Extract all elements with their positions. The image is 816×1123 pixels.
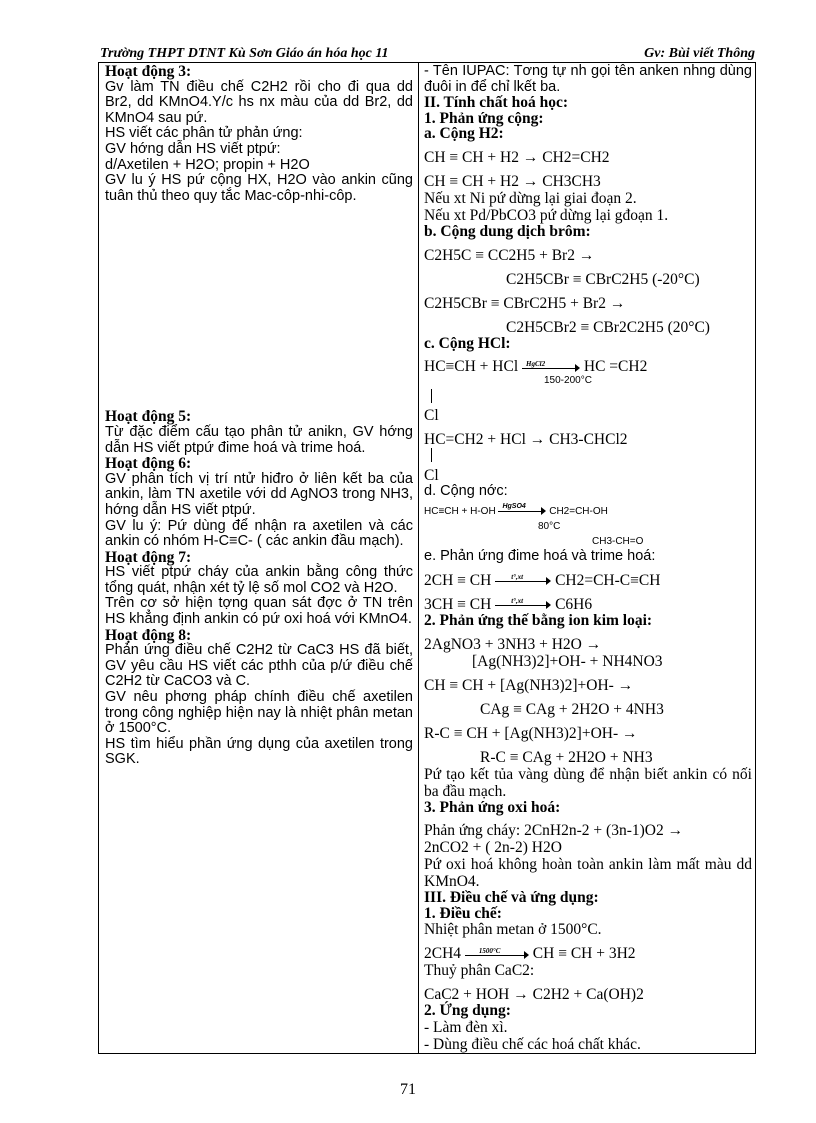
equation: CAg ≡ CAg + 2H2O + 4NH3 bbox=[480, 700, 664, 718]
subsection-heading: 1. Điều chế: bbox=[424, 904, 502, 922]
activity-3-text: d/Axetilen + H2O; propin + H2O bbox=[105, 156, 310, 173]
use-item: - Làm đèn xì. bbox=[424, 1018, 508, 1036]
page-header bbox=[100, 46, 755, 62]
activity-8-title: Hoạt động 8: bbox=[105, 626, 192, 644]
activity-8-text: Phản ứng điều chế C2H2 từ CaC3 HS đã biết, GV yêu cầu HS viết các pthh của p/ứ điều chế C2H2 từ CaCO3 và C. bbox=[105, 642, 413, 690]
equation-reactants: 3CH ≡ CH bbox=[424, 595, 492, 613]
equation: [Ag(NH3)2]+OH- + NH4NO3 bbox=[472, 652, 663, 670]
activity-7-title: Hoạt động 7: bbox=[105, 548, 192, 566]
subsection-heading: 3. Phản ứng oxi hoá: bbox=[424, 798, 561, 816]
equation: C2H5C ≡ CC2H5 + Br2 → bbox=[424, 246, 595, 264]
activity-6-text: GV lu ý: Pứ dùng để nhận ra axetilen và các ankin có nhóm H-C≡C- ( các ankin đầu mạch). bbox=[105, 517, 413, 550]
bond-line bbox=[424, 389, 752, 408]
equation-reactants: HC≡CH + H-OH bbox=[424, 505, 496, 517]
activity-3-text: HS viết các phân tử phản ứng: bbox=[105, 125, 303, 142]
temperature-label: 150-200°C bbox=[544, 375, 592, 387]
substituent: Cl bbox=[424, 466, 439, 484]
subsection-heading: b. Cộng dung dịch brôm: bbox=[424, 222, 591, 240]
reaction-arrow bbox=[498, 502, 546, 516]
equation: CaC2 + HOH → C2H2 + Ca(OH)2 bbox=[424, 986, 644, 1004]
equation-reactants: 2CH ≡ CH bbox=[424, 571, 492, 589]
reaction-arrow bbox=[495, 573, 551, 586]
equation: C2H5CBr ≡ CBrC2H5 + Br2 → bbox=[424, 294, 626, 312]
left-column bbox=[105, 64, 413, 768]
note: Nếu xt Pd/PbCO3 pứ dừng lại gđoạn 1. bbox=[424, 206, 669, 224]
equation: HC=CH2 + HCl → CH3-CHCl2 bbox=[424, 431, 628, 449]
prep-text: Nhiệt phân metan ở 1500°C. bbox=[424, 921, 602, 939]
blank-space bbox=[105, 204, 413, 409]
equation: R-C ≡ CAg + 2H2O + NH3 bbox=[480, 748, 653, 766]
activity-3-title: Hoạt động 3: bbox=[105, 63, 192, 80]
equation-reactants: 2CH4 bbox=[424, 945, 462, 963]
subsection-heading: e. Phản ứng đime hoá và trime hoá: bbox=[424, 548, 656, 565]
subsection-heading: d. Cộng nớc: bbox=[424, 482, 508, 499]
reaction-arrow bbox=[495, 597, 551, 610]
activity-3-text: GV hớng dẫn HS viết ptpứ: bbox=[105, 140, 281, 157]
equation bbox=[424, 572, 752, 589]
subsection-heading: 2. Phản ứng thế bằng ion kim loại: bbox=[424, 611, 653, 629]
equation-product: CH ≡ CH + 3H2 bbox=[532, 945, 636, 963]
equation-product: CH2=CH-OH bbox=[549, 505, 608, 517]
bond-line bbox=[431, 448, 432, 462]
equation-reactants: HC≡CH + HCl bbox=[424, 358, 519, 376]
page-number: 71 bbox=[400, 1081, 416, 1098]
activity-3-text: Gv làm TN điều chế C2H2 rồi cho đi qua dd Br2, dd KMnO4.Y/c hs nx màu của dd Br2, dd KMnO4 sau pứ. bbox=[105, 78, 413, 126]
equation: R-C ≡ CH + [Ag(NH3)2]+OH- → bbox=[424, 724, 638, 742]
equation: C2H5CBr2 ≡ CBr2C2H5 (20°C) bbox=[506, 318, 710, 336]
activity-5-text: Từ đặc điểm cấu tạo phân tử anikn, GV hớng dẫn HS viết ptpứ đime hoá và trime hoá. bbox=[105, 423, 413, 456]
activity-6-title: Hoạt động 6: bbox=[105, 455, 192, 473]
reaction-arrow bbox=[465, 946, 529, 960]
equation: CH ≡ CH + H2 → CH2=CH2 bbox=[424, 148, 610, 166]
subsection-heading: a. Cộng H2: bbox=[424, 125, 504, 143]
equation: 2AgNO3 + 3NH3 + H2O → bbox=[424, 635, 602, 653]
catalyst-label: HgSO4 bbox=[502, 502, 526, 510]
activity-7-text: Trên cơ sở hiện tợng quan sát đợc ở TN trên HS khẳng định ankin có pứ oxi hoá với KMnO4. bbox=[105, 595, 413, 628]
activity-8-text: HS tìm hiểu phần ứng dụng của axetilen trong SGK. bbox=[105, 735, 413, 768]
column-divider bbox=[418, 62, 419, 1054]
reaction-arrow bbox=[522, 359, 580, 373]
header-teacher: Gv: Bùi viết Thông bbox=[644, 46, 755, 61]
temperature-label: 80°C bbox=[538, 521, 561, 533]
equation: CH ≡ CH + [Ag(NH3)2]+OH- → bbox=[424, 676, 634, 694]
bond-line bbox=[424, 448, 752, 467]
equation-product: CH3-CH=O bbox=[592, 535, 644, 547]
activity-5-title: Hoạt động 5: bbox=[105, 408, 192, 426]
prep-text: Thuỷ phân CaC2: bbox=[424, 962, 535, 980]
section-heading: II. Tính chất hoá học: bbox=[424, 94, 568, 112]
subsection-heading: c. Cộng HCl: bbox=[424, 334, 511, 352]
equation bbox=[424, 596, 752, 613]
note: Pứ oxi hoá không hoàn toàn ankin làm mất màu dd KMnO4. bbox=[424, 856, 752, 891]
equation bbox=[424, 945, 752, 962]
equation: 2nCO2 + ( 2n-2) H2O bbox=[424, 839, 562, 857]
condition-label: t°,xt bbox=[511, 573, 524, 582]
header-school-title: Trường THPT DTNT Kù Sơn Giáo án hóa học 11 bbox=[100, 46, 389, 61]
activity-8-text: GV nêu phơng pháp chính điều chế axetilen trong công nghiệp hiện nay là nhiệt phân metan ở 1500°C. bbox=[105, 689, 413, 737]
activity-7-text: HS viết ptpứ cháy của ankin bằng công thức tổng quát, nhận xét tỷ lệ số mol CO2 và H2O. bbox=[105, 564, 413, 596]
equation: Phản ứng cháy: 2CnH2n-2 + (3n-1)O2 → bbox=[424, 822, 684, 840]
right-column bbox=[424, 64, 752, 1053]
substituent: Cl bbox=[424, 407, 439, 425]
equation-product: C6H6 bbox=[555, 595, 593, 613]
section-heading: III. Điều chế và ứng dụng: bbox=[424, 889, 599, 907]
activity-6-text: GV phân tích vị trí ntử hiđro ở liên kết ba của ankin, làm TN axetile với dd AgNO3 trong NH3, hớng dẫn HS viết ptpứ. bbox=[105, 470, 413, 518]
subsection-heading: 2. Ứng dụng: bbox=[424, 1002, 511, 1020]
equation-product: CH2=CH-C≡CH bbox=[555, 571, 661, 589]
note: Pứ tạo kết tủa vàng dùng để nhận biết ankin có nối ba đầu mạch. bbox=[424, 765, 752, 800]
equation bbox=[424, 504, 752, 520]
condition-label: 1500°C bbox=[478, 946, 501, 955]
equation-product: HC =CH2 bbox=[583, 358, 648, 376]
activity-3-text: GV lu ý HS pứ cộng HX, H2O vào ankin cũng tuân thủ theo quy tắc Mac-côp-nhi-côp. bbox=[105, 172, 413, 204]
condition-label: t°,xt bbox=[511, 597, 524, 606]
bond-line bbox=[431, 389, 432, 403]
equation: C2H5CBr ≡ CBrC2H5 (-20°C) bbox=[506, 270, 700, 288]
iupac-note: - Tên IUPAC: Tơng tự nh gọi tên anken nhng dùng đuôi in để chỉ lkết ba. bbox=[424, 63, 752, 95]
equation: CH ≡ CH + H2 → CH3CH3 bbox=[424, 172, 601, 190]
use-item: - Dùng điều chế các hoá chất khác. bbox=[424, 1035, 641, 1053]
catalyst-label: HgCl2 bbox=[526, 359, 546, 368]
subsection-heading: 1. Phản ứng cộng: bbox=[424, 109, 544, 127]
note: Nếu xt Ni pứ dừng lại giai đoạn 2. bbox=[424, 189, 637, 207]
